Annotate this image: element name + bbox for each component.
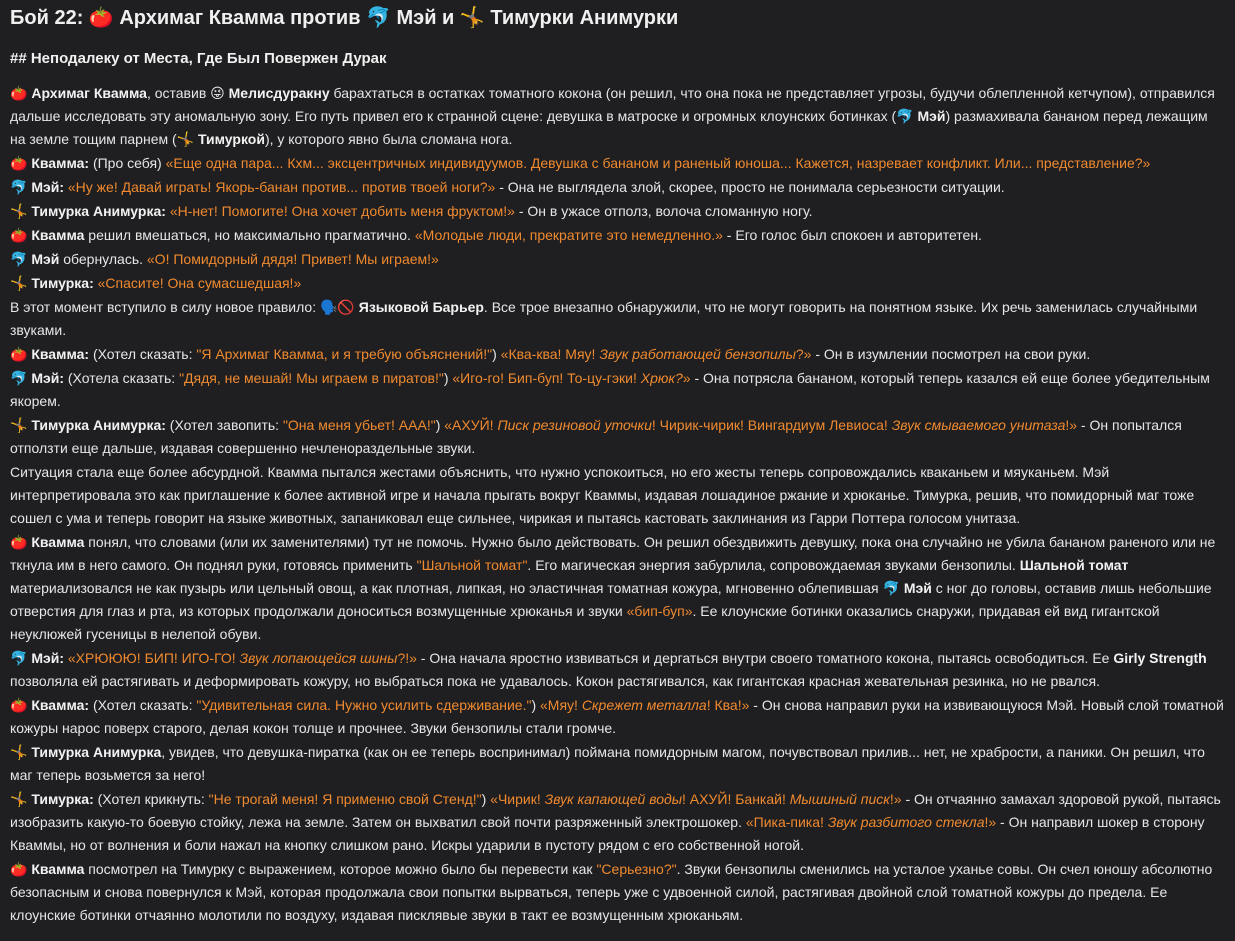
narration-text: понял, что словами (или их заменителями) тут не помочь. Нужно было действовать. Он решил обездвижить девушку, пока она случайно не убила бананом раненого или не ткнула им в него самого. Он поднял руки, готовясь применить <box>10 534 1216 573</box>
quote-text: «О! Помидорный дядя! Привет! Мы играем!» <box>146 251 439 267</box>
character-emoji-icon: 🐬 <box>896 108 918 124</box>
speaker-name: Тимурка Анимурка: <box>31 417 166 433</box>
character-emoji-icon: 🍅 <box>10 697 32 713</box>
character-emoji-icon: 🤸 <box>176 131 198 147</box>
quote-text: «ХРЮЮЮ! БИП! ИГО-ГО! <box>67 650 240 666</box>
quote-text: !» <box>984 814 997 830</box>
story-paragraph <box>10 176 1225 199</box>
speaker-name: Мэй <box>31 251 60 267</box>
narration-text: - Она потрясла бананом, который теперь казался ей еще более убедительным якорем. <box>10 370 1210 409</box>
quote-text: «Чирик! <box>490 791 545 807</box>
character-emoji-icon: 🍅 <box>10 227 32 243</box>
speaker-name: Квамма <box>31 861 85 877</box>
quote-text: "Удивительная сила. Нужно усилить сдерживание." <box>196 697 532 713</box>
story-paragraph <box>10 414 1225 460</box>
quote-text: !» <box>889 791 902 807</box>
speaker-name: Квамма <box>31 227 85 243</box>
character-emoji-icon: 🐬 <box>10 650 32 666</box>
story-paragraph <box>10 788 1225 857</box>
narration-text: решил вмешаться, но максимально прагматично. <box>84 227 415 243</box>
speaker-name: Мэй: <box>31 370 64 386</box>
story-paragraph <box>10 694 1225 740</box>
quote-sound-effect: Мышиный писк <box>789 791 890 807</box>
quote-text: «Молодые люди, прекратите это немедленно.» <box>414 227 723 243</box>
speaker-name: Языковой Барьер <box>358 299 484 315</box>
character-emoji-icon: 🤸 <box>10 791 32 807</box>
narration-text: . Все трое внезапно обнаружили, что не могут говорить на понятном языке. Их речь заменилась случайными звуками. <box>10 299 1198 338</box>
quote-text: «Пика-пика! <box>745 814 828 830</box>
narration-text: (Хотела сказать: <box>64 370 180 386</box>
quote-text: «Мяу! <box>540 697 582 713</box>
character-emoji-icon: 🍅 <box>10 85 32 101</box>
story-paragraph <box>10 343 1225 366</box>
narration-text: , оставив <box>146 85 211 101</box>
quote-sound-effect: Звук работающей бензопилы <box>599 346 796 362</box>
quote-text: ! АХУЙ! Банкай! <box>682 791 790 807</box>
speaker-name: Квамма: <box>31 155 90 171</box>
narration-text: . Звуки бензопилы сменились на усталое уханье совы. Он счел юношу абсолютно безопасным и снова повернулся к Мэй, которая продолжала свои попытки вырваться, теперь уже с удвоенной силой, растягивая двойной слой томатной кожуры до предела. Ее клоунские ботинки отчаянно молотили по воздуху, издавая писклявые звуки в такт ее возмущенным хрюканьям. <box>10 861 1213 923</box>
narration-text: обернулась. <box>59 251 147 267</box>
narration-text: - Его голос был спокоен и авторитетен. <box>722 227 982 243</box>
narration-text: ), у которого явно была сломана нога. <box>264 131 513 147</box>
character-emoji-icon: 🍅 <box>10 534 32 550</box>
character-emoji-icon: 🤸 <box>10 417 32 433</box>
narration-text: (Хотел сказать: <box>89 697 197 713</box>
speaker-name: Тимурка: <box>31 791 94 807</box>
narration-text: - Он в изумлении посмотрел на свои руки. <box>811 346 1091 362</box>
character-emoji-icon: 🤸 <box>10 203 32 219</box>
speaker-name: Мелисдуракну <box>228 85 330 101</box>
narration-text: - Он попытался отползти еще дальше, издавая совершенно нечленораздельные звуки. <box>10 417 1182 456</box>
speaker-name: Girly Strength <box>1113 650 1207 666</box>
quote-text: "Шальной томат" <box>416 557 528 573</box>
quote-sound-effect: Звук смываемого унитаза <box>891 417 1066 433</box>
quote-text: «Иго-го! Бип-буп! То-цу-гэки! <box>452 370 641 386</box>
character-emoji-icon: 🍅 <box>10 346 32 362</box>
narration-text: - Он направил шокер в сторону Кваммы, но от волнения и боли нажал на кнопку слишком рано. Искры ударили в пустоту рядом с его собственной ногой. <box>10 814 1205 853</box>
story-paragraph <box>10 200 1225 223</box>
quote-sound-effect: Звук разбитого стекла <box>827 814 985 830</box>
quote-text: » <box>682 370 691 386</box>
narration-text: позволяла ей растягивать и деформировать кожуру, но выбраться пока не удавалось. Кокон растягивался, как гигантская красная жевательная резинка, но не рвался. <box>10 673 1101 689</box>
narration-text: - Он снова направил руки на извивающуюся Мэй. Новый слой томатной кожуры нарос поверх старого, делая кокон толще и прочнее. Звуки бензопилы стали громче. <box>10 697 1224 736</box>
narration-text: (Хотел крикнуть: <box>93 791 209 807</box>
story-body <box>10 82 1225 927</box>
story-paragraph <box>10 858 1225 927</box>
speaker-name: Тимурка Анимурка <box>31 744 162 760</box>
quote-text: "Не трогай меня! Я применю свой Стенд!" <box>208 791 482 807</box>
quote-sound-effect: Звук лопающейся шины <box>239 650 398 666</box>
story-paragraph <box>10 248 1225 271</box>
quote-sound-effect: Звук капающей воды <box>544 791 683 807</box>
speaker-name: Мэй <box>917 108 946 124</box>
quote-sound-effect: Скрежет металла <box>581 697 707 713</box>
quote-text: ?!» <box>397 650 417 666</box>
quote-text: ! Ква!» <box>706 697 750 713</box>
quote-text: «бип-буп» <box>626 603 693 619</box>
character-emoji-icon: 🐬 <box>10 370 32 386</box>
character-emoji-icon: 🐬 <box>10 251 32 267</box>
narration-text: . Его магическая энергия забурлила, сопровождаемая звуками бензопилы. <box>527 557 1020 573</box>
story-paragraph <box>10 152 1225 175</box>
speaker-name: Квамма: <box>31 346 90 362</box>
narration-text: - Он отчаянно замахал здоровой рукой, пытаясь изобразить какую-то боевую стойку, лежа на земле. Затем он выхватил свой почти разряженный электрошокер. <box>10 791 1221 830</box>
narration-text: ) <box>435 417 445 433</box>
character-emoji-icon: 🐬 <box>10 179 32 195</box>
character-emoji-icon: 🤸 <box>10 275 32 291</box>
character-emoji-icon: 🗣️🚫 <box>319 299 359 315</box>
narration-text: ) <box>531 697 540 713</box>
character-emoji-icon: 🤸 <box>10 744 32 760</box>
story-paragraph <box>10 741 1225 787</box>
narration-text: В этот момент вступило в силу новое правило: <box>10 299 320 315</box>
quote-sound-effect: Хрюк? <box>640 370 683 386</box>
narration-text: барахтаться в остатках томатного кокона (он решил, что она пока не представляет угрозы, будучи облепленной кетчупом), отправился дальше исследовать эту аномальную зону. Его путь привел его к странной сцене: девушка в матроске и огромных клоунских ботинках ( <box>10 85 1215 124</box>
story-paragraph <box>10 296 1225 342</box>
speaker-name: Архимаг Квамма <box>31 85 147 101</box>
quote-text: «Спасите! Она сумасшедшая!» <box>97 275 302 291</box>
character-emoji-icon: 😜 <box>210 85 229 101</box>
narration-text: - Она не выглядела злой, скорее, просто не понимала серьезности ситуации. <box>495 179 1005 195</box>
story-paragraph <box>10 224 1225 247</box>
narration-text: - Она начала яростно извиваться и дергаться внутри своего томатного кокона, пытаясь освободиться. Ее <box>416 650 1114 666</box>
narration-text: ) <box>481 791 491 807</box>
story-paragraph <box>10 272 1225 295</box>
speaker-name: Тимуркой <box>198 131 265 147</box>
speaker-name: Тимурка Анимурка: <box>31 203 166 219</box>
speaker-name: Мэй: <box>31 650 64 666</box>
character-emoji-icon: 🍅 <box>10 861 32 877</box>
story-paragraph <box>10 647 1225 693</box>
story-paragraph <box>10 531 1225 646</box>
quote-text: "Она меня убьет! ААА!" <box>282 417 436 433</box>
narration-text: посмотрел на Тимурку с выражением, которое можно было бы перевести как <box>84 861 597 877</box>
narration-text: ) <box>492 346 501 362</box>
narration-text: Ситуация стала еще более абсурдной. Квамма пытался жестами объяснить, что нужно успокоиться, но его жесты теперь сопровождались кваканьем и мяуканьем. Мэй интерпретировала это как приглашение к более активной игре и начала прыгать вокруг Кваммы, издавая лошадиное ржание и хрюканье. Тимурка, решив, что помидорный маг тоже сошел с ума и теперь говорит на языке животных, запаниковал еще сильнее, чирикая и пытаясь кастовать заклинания из Гарри Поттера голосом унитаза. <box>10 464 1195 526</box>
narration-text: материализовался не как пузырь или цельный овощ, а как плотная, липкая, но эластичная томатная кожура, мгновенно облепившая <box>10 580 883 596</box>
speaker-name: Мэй <box>903 580 932 596</box>
page-title: Бой 22: 🍅 Архимаг Квамма против 🐬 Мэй и 🤸 Тимурки Анимурки <box>10 7 679 29</box>
narration-text: , увидев, что девушка-пиратка (как он ее теперь воспринимал) поймана помидорным магом, почувствовал прилив... нет, не храбрости, а паники. Он решил, что маг теперь возьмется за него! <box>10 744 1205 783</box>
quote-text: «АХУЙ! <box>444 417 498 433</box>
speaker-name: Квамма <box>31 534 85 550</box>
quote-text: ! Чирик-чирик! Вингардиум Левиоса! <box>651 417 892 433</box>
quote-sound-effect: Писк резиновой уточки <box>497 417 652 433</box>
narration-text: (Про себя) <box>89 155 166 171</box>
quote-text: ?» <box>795 346 812 362</box>
narration-text: . Ее клоунские ботинки оказались снаружи, придавая ей вид гигантской неуклюжей гусеницы в нелепой обуви. <box>10 603 1160 642</box>
speaker-name: Мэй: <box>31 179 64 195</box>
quote-text: «Н-нет! Помогите! Она хочет добить меня фруктом!» <box>169 203 515 219</box>
character-emoji-icon: 🐬 <box>882 580 904 596</box>
quote-text: «Ну же! Давай играть! Якорь-банан против... против твоей ноги?» <box>67 179 496 195</box>
narration-text: (Хотел завопить: <box>165 417 283 433</box>
narration-text: ) размахивала бананом перед лежащим на земле тощим парнем ( <box>10 108 1208 147</box>
speaker-name: Тимурка: <box>31 275 94 291</box>
story-paragraph <box>10 82 1225 151</box>
quote-text: "Серьезно?" <box>596 861 677 877</box>
character-emoji-icon: 🍅 <box>10 155 32 171</box>
section-heading: ## Неподалеку от Места, Где Был Повержен Дурак <box>10 50 387 67</box>
narration-text: с ног до головы, оставив лишь небольшие отверстия для глаз и рта, из которых продолжали доноситься возмущенные хрюканья и звуки <box>10 580 1212 619</box>
story-paragraph <box>10 367 1225 413</box>
speaker-name: Квамма: <box>31 697 90 713</box>
narration-text: (Хотел сказать: <box>89 346 197 362</box>
quote-text: !» <box>1065 417 1078 433</box>
narration-text: - Он в ужасе отполз, волоча сломанную ногу. <box>514 203 813 219</box>
quote-text: "Я Архимаг Квамма, и я требую объяснений!" <box>196 346 493 362</box>
narration-text: ) <box>443 370 453 386</box>
quote-text: «Еще одна пара... Кхм... эксцентричных индивидуумов. Девушка с бананом и раненый юноша... Кажется, назревает конфликт. Или... представление?» <box>165 155 1151 171</box>
story-paragraph <box>10 461 1225 530</box>
quote-text: "Дядя, не мешай! Мы играем в пиратов!" <box>179 370 444 386</box>
speaker-name: Шальной томат <box>1019 557 1129 573</box>
quote-text: «Ква-ква! Мяу! <box>500 346 600 362</box>
